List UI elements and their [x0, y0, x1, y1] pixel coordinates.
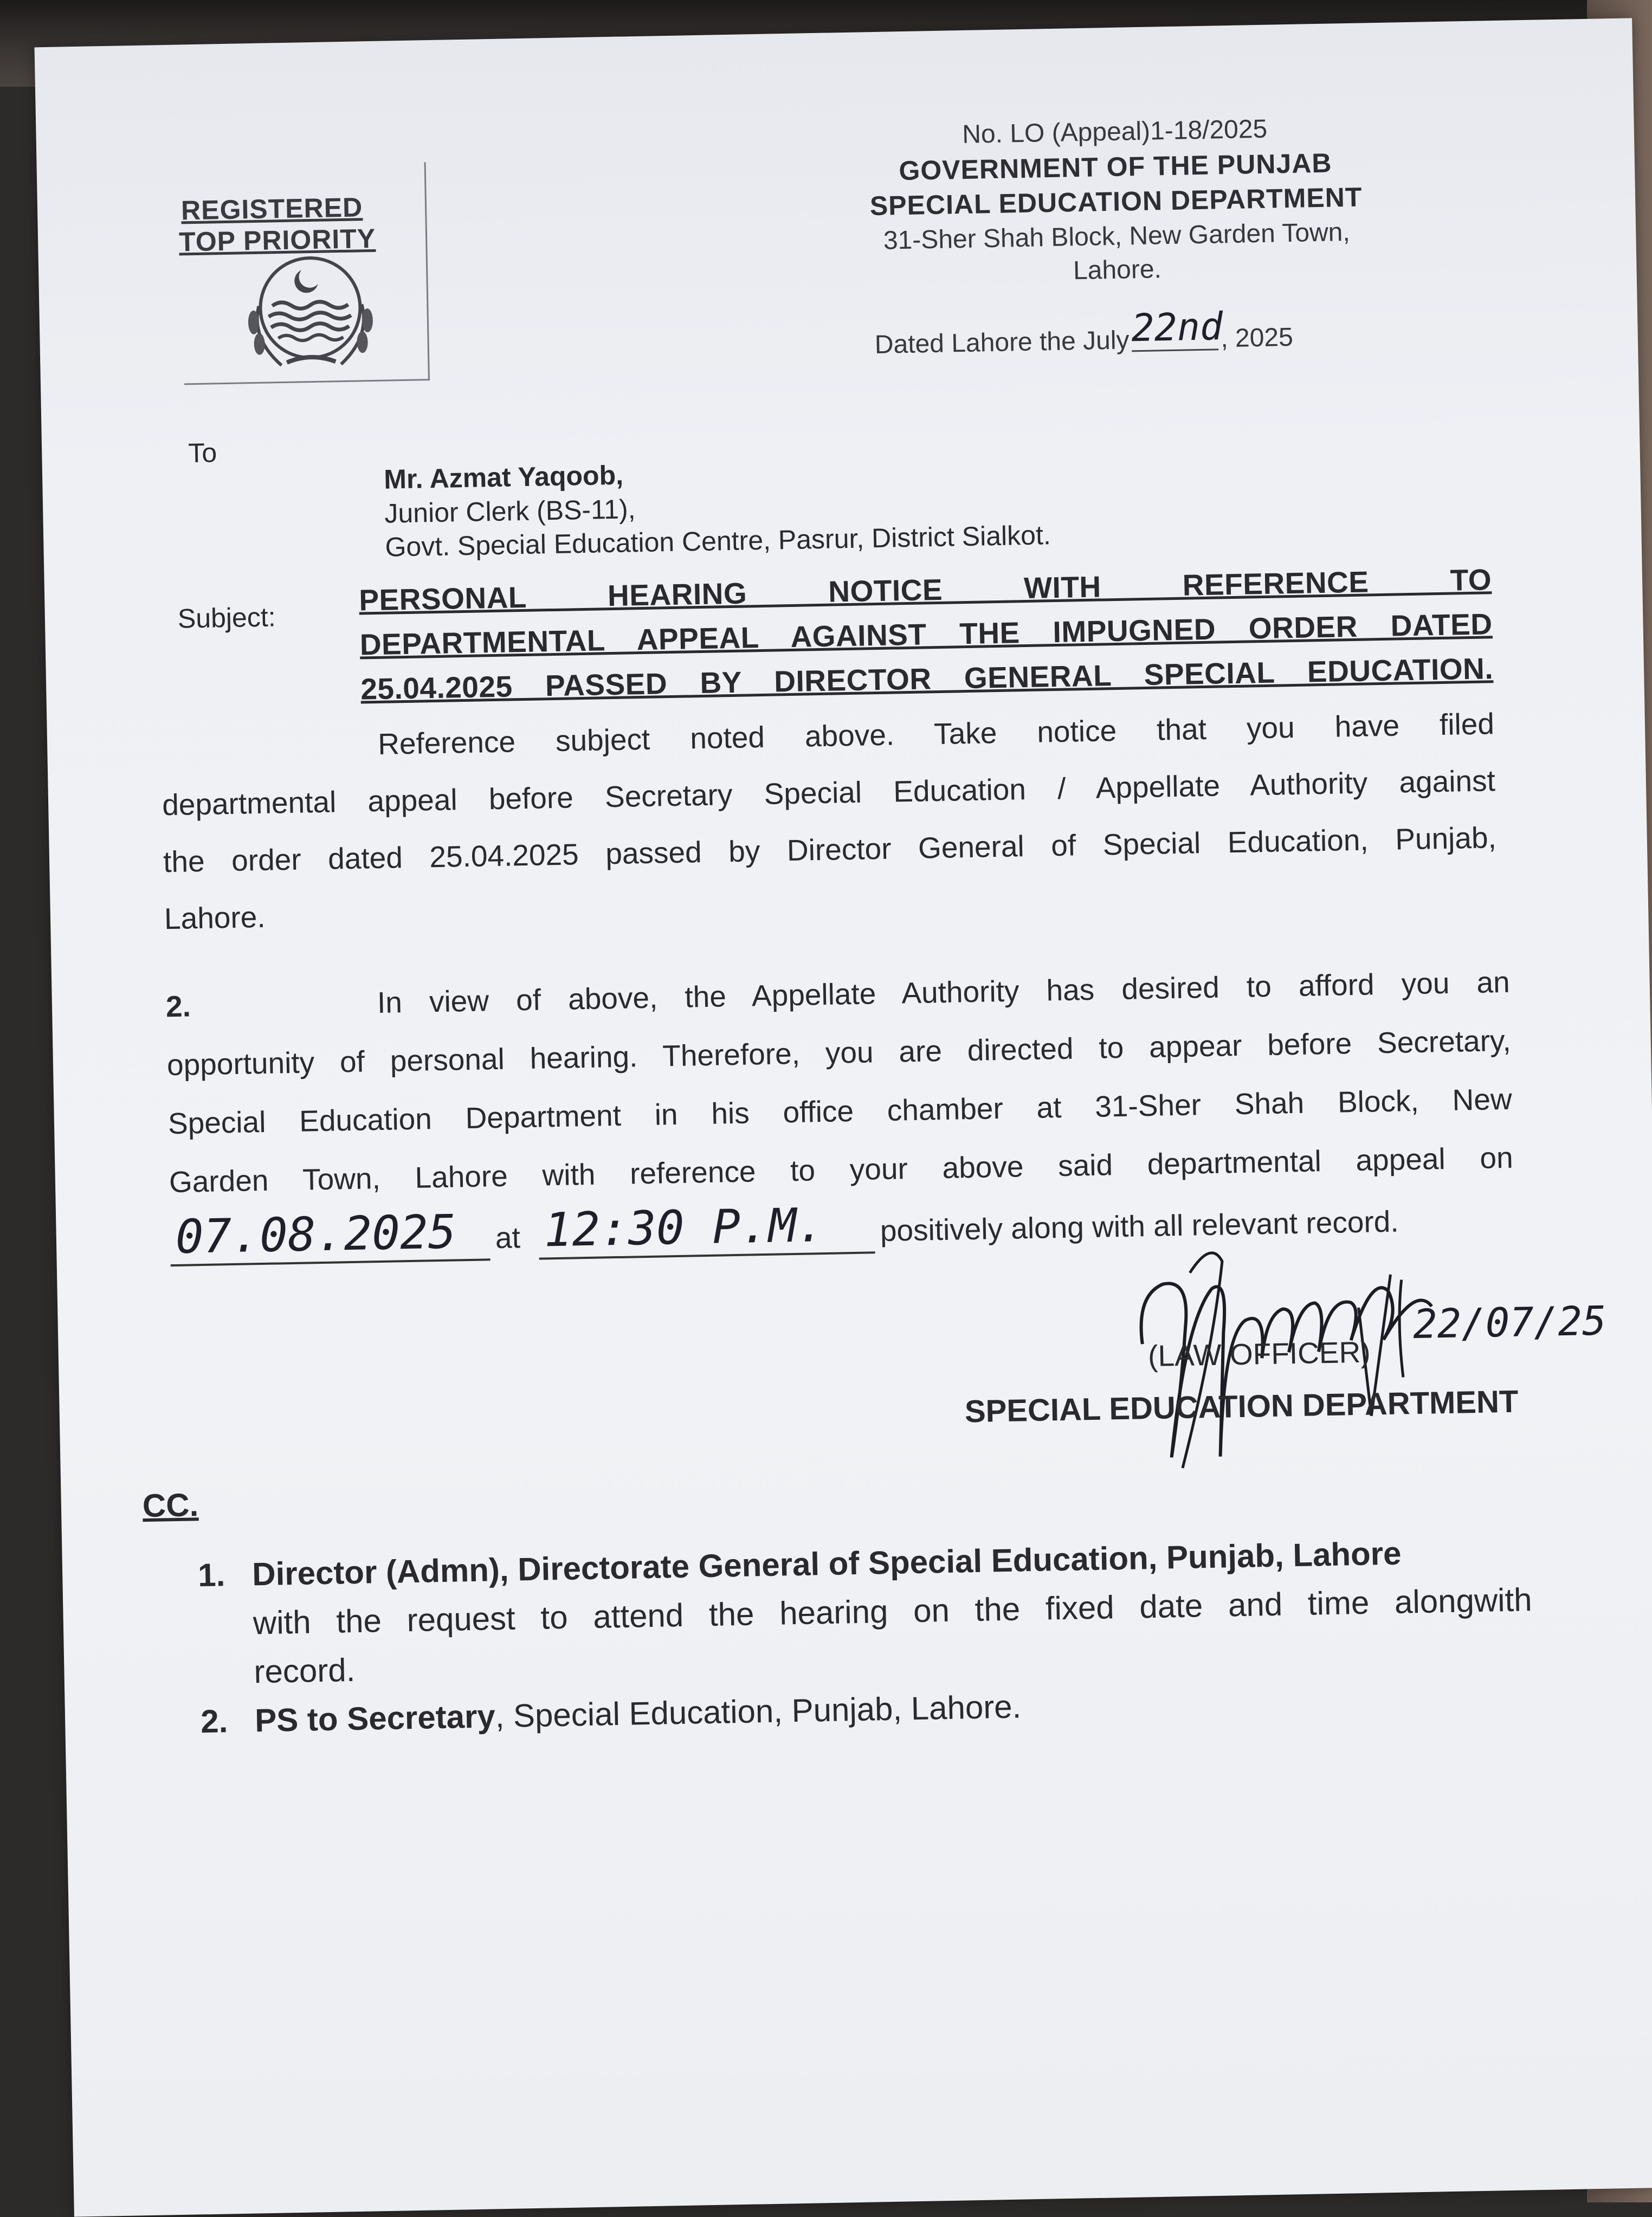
dated-year: , 2025 [1220, 322, 1294, 353]
cc-item-2-number: 2. [200, 1703, 228, 1740]
signatory-title: (LAW OFFICER) [1147, 1335, 1371, 1373]
cc-label: CC. [142, 1486, 199, 1524]
signatory-department: SPECIAL EDUCATION DEPARTMENT [964, 1384, 1519, 1430]
department-address-line1: 31-Sher Shah Block, New Garden Town, [883, 217, 1351, 255]
para2-line2: opportunity of personal hearing. Therefore, you are directed to appear before Secretary, [166, 1023, 1512, 1082]
para2-line4: Garden Town, Lahore with reference to your above said departmental appeal on [169, 1140, 1514, 1199]
subject-line3: 25.04.2025 PASSED BY DIRECTOR GENERAL SPECIAL EDUCATION. [360, 651, 1494, 706]
cc-item-1-line2: with the request to attend the hearing on the fixed date and time alongwith [253, 1581, 1533, 1641]
para2-line1: In view of above, the Appellate Authority has desired to afford you an [377, 965, 1511, 1020]
cc-item-1-number: 1. [197, 1556, 225, 1594]
para2-line5-tail: positively along with all relevant record. [880, 1204, 1399, 1248]
para1-line2: departmental appeal before Secretary Special Education / Appellate Authority against [162, 764, 1496, 822]
punjab-crest-icon [220, 244, 401, 377]
to-label: To [188, 437, 217, 469]
para2-line3: Special Education Department in his office chamber at 31-Sher Shah Block, New [167, 1082, 1513, 1141]
signature-date: 22/07/25 [1412, 1297, 1607, 1348]
subject-line2: DEPARTMENTAL APPEAL AGAINST THE IMPUGNED ORDER DATED [359, 607, 1493, 662]
dated-prefix: Dated Lahore the July [874, 326, 1130, 360]
subject-label: Subject: [177, 602, 276, 634]
handwritten-day: 22nd [1131, 304, 1219, 352]
cc-item-1-recipient: Director (Admn), Directorate General of Special Education, Punjab, Lahore [251, 1535, 1402, 1593]
para1-line3: the order dated 25.04.2025 passed by Director General of Special Education, Punjab, [163, 820, 1497, 879]
top-priority-label: TOP PRIORITY [178, 223, 376, 257]
cc-item-2-recipient: PS to Secretary [254, 1698, 496, 1739]
para1-line1: Reference subject noted above. Take notice that you have filed [377, 707, 1495, 761]
government-heading: GOVERNMENT OF THE PUNJAB [898, 147, 1332, 186]
recipient-designation: Junior Clerk (BS-11), [384, 494, 636, 529]
department-address-line2: Lahore. [1073, 255, 1162, 286]
at-label: at [495, 1220, 521, 1255]
dated-line [874, 304, 1294, 364]
department-heading: SPECIAL EDUCATION DEPARTMENT [869, 182, 1363, 222]
subject-line1: PERSONAL HEARING NOTICE WITH REFERENCE TO [358, 563, 1492, 617]
letter-page [35, 18, 1652, 2216]
recipient-office: Govt. Special Education Centre, Pasrur, District Sialkot. [385, 520, 1051, 563]
cc-item-1-line3: record. [253, 1652, 356, 1690]
para1-line4: Lahore. [164, 900, 266, 936]
subject-text [359, 557, 1494, 711]
reference-number: No. LO (Appeal)1-18/2025 [961, 114, 1268, 150]
para2-number: 2. [165, 989, 191, 1024]
cc-item-2-rest: , Special Education, Punjab, Lahore. [495, 1688, 1022, 1735]
recipient-name: Mr. Azmat Yaqoob, [383, 460, 624, 495]
hearing-time-field: 12:30 P.M. [538, 1197, 875, 1259]
cc-item-2 [255, 1688, 1022, 1740]
registered-label: REGISTERED [180, 192, 363, 226]
registered-stamp-box [180, 162, 430, 385]
hearing-date-field: 07.08.2025 [170, 1204, 491, 1266]
